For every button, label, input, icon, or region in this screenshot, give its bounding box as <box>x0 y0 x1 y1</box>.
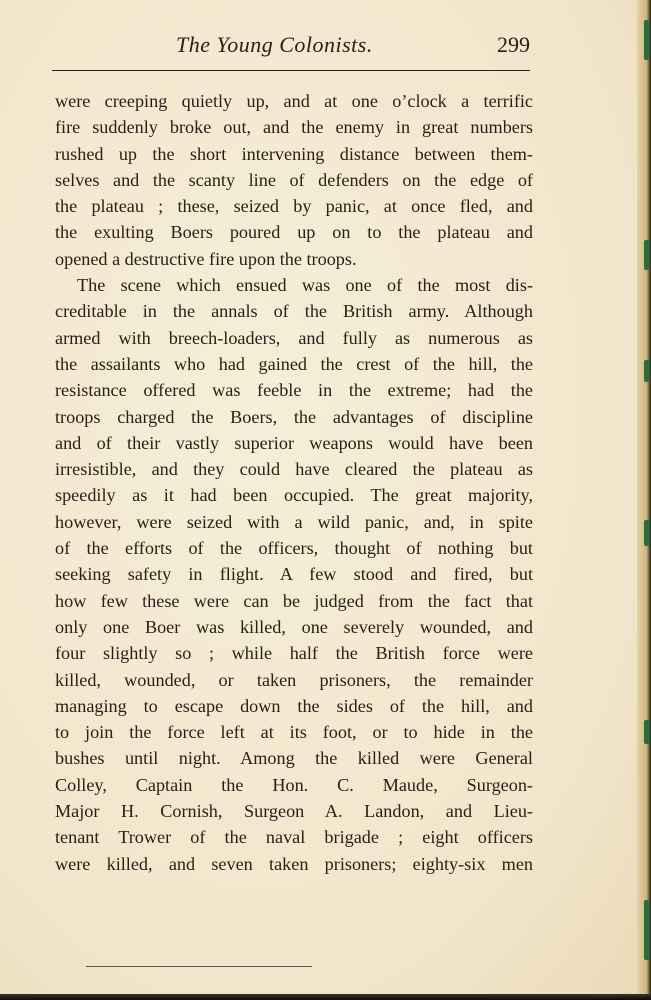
text-line: the exulting Boers poured up on to the plateau and <box>55 222 533 243</box>
header-rule <box>52 70 530 71</box>
text-line: creditable in the annals of the British army. Although <box>55 301 533 322</box>
text-line: killed, wounded, or taken prisoners, the remainder <box>55 669 533 690</box>
edge-stain <box>644 20 649 60</box>
text-line: Major H. Cornish, Surgeon A. Landon, and Lieu- <box>55 801 533 822</box>
text-line: the assailants who had gained the crest of the hill, the <box>55 353 533 374</box>
edge-stain <box>644 720 649 744</box>
text-line: four slightly so ; while half the British force were <box>55 643 533 664</box>
text-line: the plateau ; these, seized by panic, at once fled, and <box>55 196 533 217</box>
text-line: selves and the scanty line of defenders on the edge of <box>55 169 533 190</box>
text-line: were killed, and seven taken prisoners; eighty-six men <box>55 853 533 874</box>
text-line: The scene which ensued was one of the most dis- <box>77 275 533 296</box>
text-line: of the efforts of the officers, thought of nothing but <box>55 538 533 559</box>
text-line: to join the force left at its foot, or to hide in the <box>55 722 533 743</box>
text-line: troops charged the Boers, the advantages of discipline <box>55 406 533 427</box>
running-header <box>52 30 530 68</box>
text-line: irresistible, and they could have cleared the plateau as <box>55 459 533 480</box>
running-title: The Young Colonists. <box>176 32 373 57</box>
page-number: 299 <box>497 32 530 57</box>
text-line: and of their vastly superior weapons would have been <box>55 432 533 453</box>
text-line: however, were seized with a wild panic, and, in spite <box>55 511 533 532</box>
page-bottom-edge <box>0 994 651 1000</box>
edge-stain <box>644 900 649 960</box>
text-line: seeking safety in flight. A few stood and fired, but <box>55 564 533 585</box>
edge-stain <box>644 520 649 546</box>
text-line: tenant Trower of the naval brigade ; eight officers <box>55 827 533 848</box>
text-line: rushed up the short intervening distance between them- <box>55 143 533 164</box>
page-edge-shadow <box>637 0 651 1000</box>
paragraph-1 <box>55 88 533 272</box>
footer-rule <box>86 966 312 967</box>
text-line: only one Boer was killed, one severely wounded, and <box>55 616 533 637</box>
text-line: were creeping quietly up, and at one o’clock a terrific <box>55 91 533 111</box>
text-line: armed with breech-loaders, and fully as numerous as <box>55 327 533 348</box>
text-line: opened a destructive fire upon the troops. <box>55 248 357 269</box>
edge-stain <box>644 240 649 270</box>
text-line: how few these were can be judged from the fact that <box>55 590 533 611</box>
text-line: fire suddenly broke out, and the enemy in great numbers <box>55 117 533 138</box>
paragraph-2 <box>55 272 533 877</box>
text-line: Colley, Captain the Hon. C. Maude, Surgeon- <box>55 774 533 795</box>
text-line: resistance offered was feeble in the extreme; had the <box>55 380 533 401</box>
edge-stain <box>644 360 649 382</box>
text-line: bushes until night. Among the killed were General <box>55 748 533 769</box>
text-line: speedily as it had been occupied. The great majority, <box>55 485 533 506</box>
text-line: managing to escape down the sides of the hill, and <box>55 695 533 716</box>
body-text <box>55 88 533 877</box>
